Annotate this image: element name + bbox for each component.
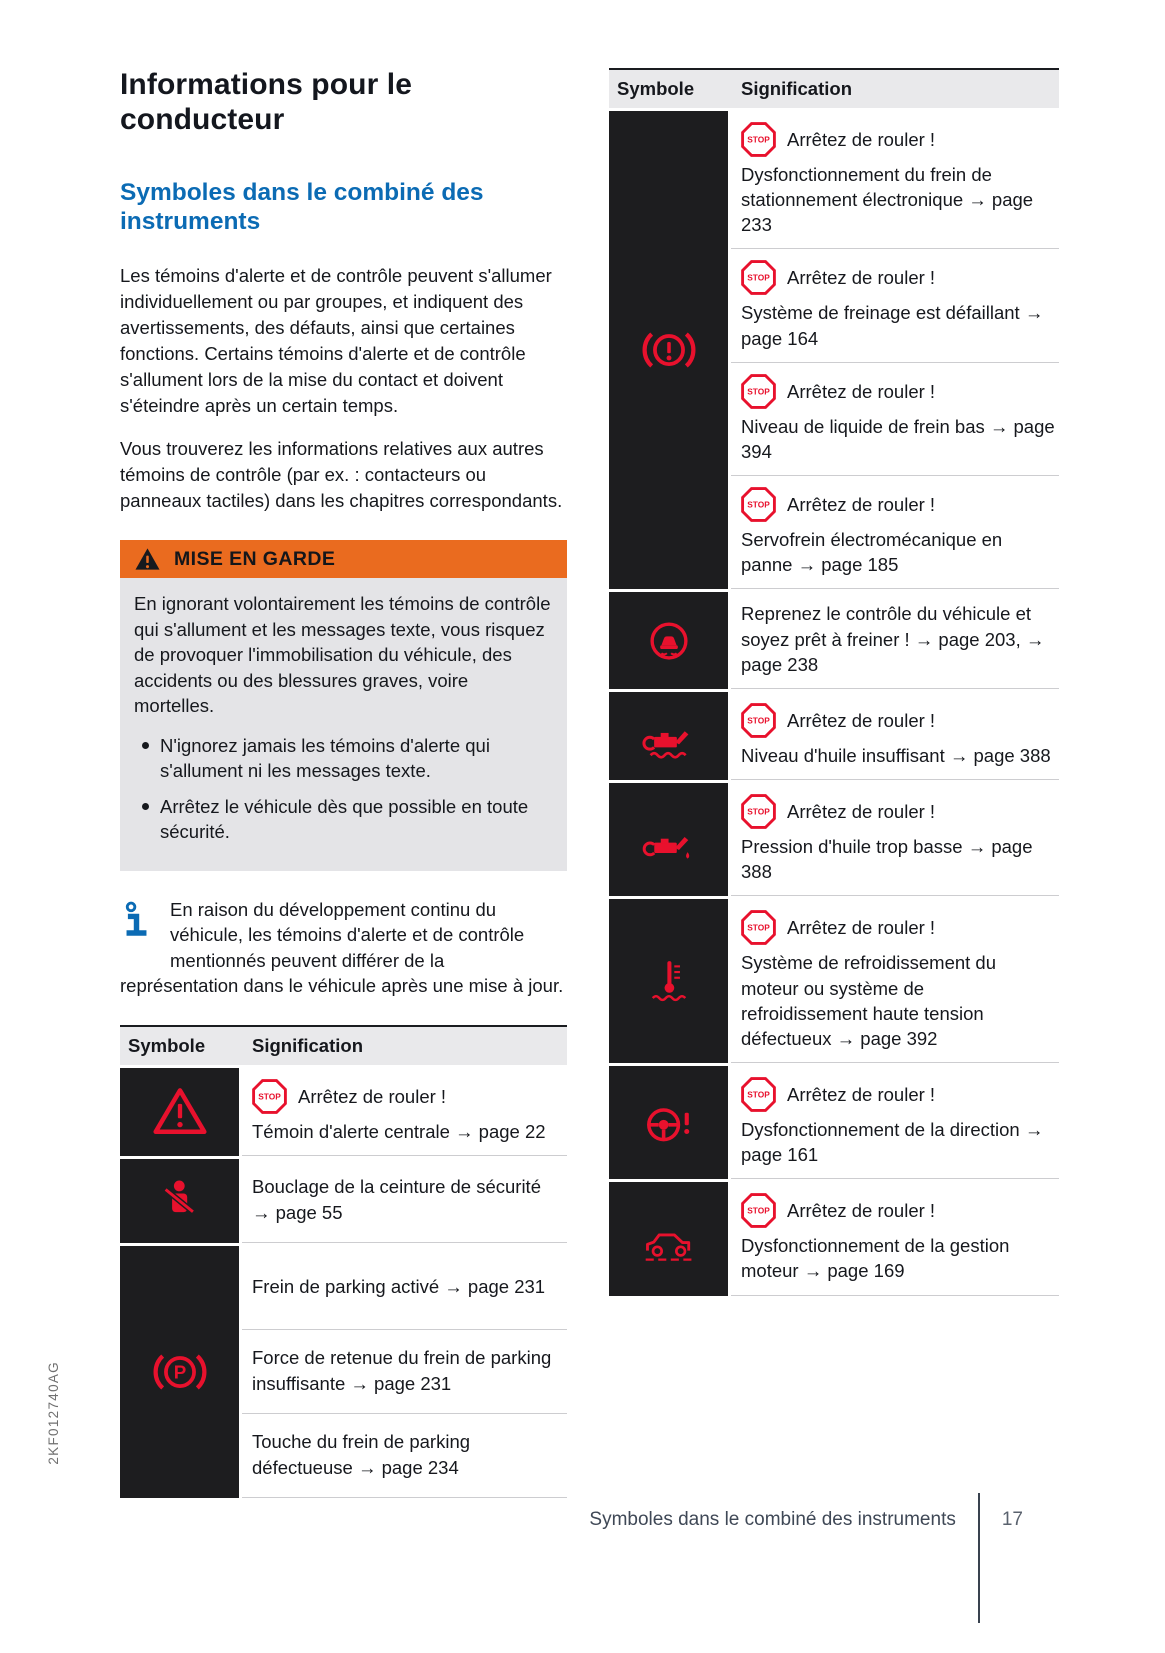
symbol-cell (609, 692, 731, 780)
brake-warning-icon (639, 320, 699, 380)
stop-sign-icon (741, 487, 776, 522)
meaning-entry (731, 476, 1059, 589)
meaning-entries (731, 592, 1059, 688)
meaning-entries (242, 1246, 567, 1498)
stop-sign-icon (741, 794, 776, 829)
meaning-entry (731, 592, 1059, 688)
meaning-entries (731, 1066, 1059, 1179)
svg-text:P: P (173, 1361, 186, 1383)
intro-paragraph-2: Vous trouverez les informations relatives aux autres témoins de contrôle (par ex. : contacteurs ou panneaux tactiles) dans les chapitres correspondants. (120, 438, 563, 512)
meaning-entry (731, 363, 1059, 476)
symbol-table-group (609, 111, 1059, 592)
table-header-row (120, 1027, 567, 1068)
meaning-text: Force de retenue du frein de parking insuffisante → page 231 (252, 1347, 552, 1394)
footer-section-title: Symboles dans le combiné des instruments (589, 1509, 956, 1530)
meaning-column-header: Signification (741, 78, 852, 99)
stop-advice (741, 122, 1055, 157)
warning-triangle-icon (134, 547, 161, 571)
stop-advice-label: Arrêtez de rouler ! (787, 380, 936, 402)
symbol-cell (609, 111, 731, 589)
page-title: Informations pour le conducteur (120, 68, 413, 136)
symbol-cell (120, 1068, 242, 1156)
steering-warning-icon (640, 1097, 698, 1149)
parking-brake-icon (150, 1342, 210, 1402)
stop-advice (741, 794, 1055, 829)
symbol-column-header: Symbole (617, 78, 695, 99)
meaning-entry (242, 1246, 567, 1330)
stop-sign-icon (741, 374, 776, 409)
meaning-entry (731, 1182, 1059, 1295)
symbol-column-header: Symbole (128, 1034, 206, 1056)
meaning-text: Touche du frein de parking défectueuse → page 234 (252, 1431, 471, 1478)
stop-advice-label: Arrêtez de rouler ! (787, 128, 936, 150)
stop-advice (741, 260, 1055, 295)
meaning-text: Système de refroidissement du moteur ou système de refroidissement haute tension défectueux → page 392 (741, 952, 997, 1049)
oil-pressure-icon (641, 814, 697, 866)
stop-sign-icon (741, 910, 776, 945)
svg-text:STOP: STOP (747, 1089, 770, 1100)
svg-text:STOP: STOP (747, 715, 770, 726)
svg-text:STOP: STOP (747, 273, 770, 284)
svg-text:STOP: STOP (747, 1205, 770, 1216)
seatbelt-icon (157, 1174, 203, 1228)
page-footer (589, 1493, 1023, 1623)
meaning-text: Système de freinage est défaillant → page 164 (741, 302, 1044, 349)
symbol-table-group (609, 592, 1059, 691)
symbol-table-right (609, 68, 1059, 1299)
meaning-text: Pression d'huile trop basse → page 388 (741, 836, 1033, 883)
meaning-entry (731, 1066, 1059, 1179)
warning-header (120, 540, 567, 578)
stop-advice-label: Arrêtez de rouler ! (298, 1085, 447, 1107)
footer-divider (978, 1493, 980, 1623)
stop-advice-label: Arrêtez de rouler ! (787, 800, 936, 822)
symbol-cell (609, 592, 731, 688)
svg-text:STOP: STOP (747, 134, 770, 145)
meaning-entry (242, 1414, 567, 1498)
svg-text:STOP: STOP (258, 1091, 281, 1102)
svg-text:STOP: STOP (747, 923, 770, 934)
info-icon (122, 900, 151, 948)
symbol-cell (609, 783, 731, 896)
stop-advice (741, 703, 1055, 738)
svg-text:STOP: STOP (747, 806, 770, 817)
stop-sign-icon (252, 1079, 287, 1114)
symbol-cell (609, 899, 731, 1063)
section-heading: Symboles dans le combiné des instruments (120, 178, 484, 236)
stop-sign-icon (741, 1193, 776, 1228)
info-note-text: En raison du développement continu du véhicule, les témoins d'alerte et de contrôle mentionnés peuvent différer de la représentation dans le véhicule après une mise à jour. (120, 898, 564, 997)
meaning-text: Servofrein électromécanique en panne → page 185 (741, 529, 1003, 576)
meaning-text: Reprenez le contrôle du véhicule et soyez prêt à freiner ! → page 203, → page 238 (741, 603, 1045, 675)
meaning-entries (242, 1159, 567, 1243)
document-code: 2KF012740AG (46, 1361, 61, 1465)
stop-advice (252, 1079, 563, 1114)
symbol-table-group (609, 1182, 1059, 1298)
warning-body (120, 578, 567, 871)
stop-advice (741, 374, 1055, 409)
meaning-entries (731, 692, 1059, 780)
stop-advice (741, 487, 1055, 522)
symbol-cell (120, 1246, 242, 1498)
meaning-text: Témoin d'alerte centrale → page 22 (252, 1120, 546, 1142)
coolant-temp-icon (643, 952, 695, 1010)
meaning-text: Niveau de liquide de frein bas → page 394 (741, 415, 1055, 462)
meaning-column-header: Signification (252, 1034, 363, 1056)
svg-text:STOP: STOP (747, 386, 770, 397)
symbol-table-group (609, 1066, 1059, 1182)
meaning-entry (242, 1159, 567, 1243)
stop-sign-icon (741, 1077, 776, 1112)
meaning-text: Frein de parking activé → page 231 (252, 1275, 546, 1297)
table-header-row (609, 70, 1059, 111)
meaning-entry (731, 249, 1059, 362)
stop-advice (741, 910, 1055, 945)
meaning-entry (731, 692, 1059, 780)
symbol-cell (120, 1159, 242, 1243)
engine-malfunction-icon (640, 1213, 698, 1265)
stop-advice-label: Arrêtez de rouler ! (787, 267, 936, 289)
stop-advice-label: Arrêtez de rouler ! (787, 917, 936, 939)
symbol-table-group (120, 1159, 567, 1246)
meaning-entries (731, 1182, 1059, 1295)
svg-text:STOP: STOP (747, 499, 770, 510)
central-warning-icon (151, 1085, 209, 1139)
stop-advice-label: Arrêtez de rouler ! (787, 709, 936, 731)
meaning-entries (731, 899, 1059, 1063)
stop-advice (741, 1193, 1055, 1228)
meaning-entries (242, 1068, 567, 1156)
stop-advice-label: Arrêtez de rouler ! (787, 1083, 936, 1105)
left-column (120, 68, 567, 1501)
meaning-text: Dysfonctionnement de la direction → page 161 (741, 1118, 1044, 1166)
stop-advice-label: Arrêtez de rouler ! (787, 494, 936, 516)
intro-paragraph-1: Les témoins d'alerte et de contrôle peuvent s'allumer individuellement ou par groupes, et indiquent des avertissements, des défauts, ainsi que certaines fonctions. Certains témoins d'alerte et de contrôle s'allument lors de la mise du contact et doivent s'éteindre après un certain temps. (120, 265, 552, 417)
meaning-entries (731, 111, 1059, 589)
warning-body-text: En ignorant volontairement les témoins de contrôle qui s'allument et les messages texte, vous risquez de provoquer l'immobilisation du véhicule, des accidents ou des blessures graves, voire mortelles. (134, 593, 551, 717)
meaning-entry (731, 899, 1059, 1063)
info-note (120, 897, 567, 999)
meaning-entry (731, 111, 1059, 249)
symbol-cell (609, 1182, 731, 1295)
meaning-entry (731, 783, 1059, 896)
symbol-table-group (120, 1246, 567, 1501)
warning-bullet: Arrêtez le véhicule dès que possible en toute sécurité. (134, 794, 553, 845)
meaning-text: Niveau d'huile insuffisant → page 388 (741, 744, 1051, 766)
meaning-text: Dysfonctionnement du frein de stationnement électronique → page 233 (741, 164, 1034, 236)
meaning-entries (731, 783, 1059, 896)
symbol-cell (609, 1066, 731, 1179)
meaning-text: Bouclage de la ceinture de sécurité → page 55 (252, 1176, 541, 1223)
page-number: 17 (1001, 1509, 1023, 1530)
warning-header-label: MISE EN GARDE (174, 547, 336, 570)
stop-advice-label: Arrêtez de rouler ! (787, 1200, 936, 1222)
stop-advice (741, 1077, 1055, 1112)
symbol-table-left (120, 1025, 567, 1501)
takeover-warning-icon (642, 614, 696, 668)
meaning-entry (242, 1330, 567, 1414)
stop-sign-icon (741, 122, 776, 157)
stop-sign-icon (741, 260, 776, 295)
meaning-entry (242, 1068, 567, 1156)
stop-sign-icon (741, 703, 776, 738)
symbol-table-group (120, 1068, 567, 1159)
warning-box (120, 540, 567, 871)
meaning-text: Dysfonctionnement de la gestion moteur → page 169 (741, 1235, 1010, 1282)
symbol-table-group (609, 899, 1059, 1066)
oil-level-icon (641, 708, 697, 764)
symbol-table-group (609, 783, 1059, 899)
right-column (609, 68, 1059, 1501)
warning-bullet-list (134, 733, 553, 845)
warning-bullet: N'ignorez jamais les témoins d'alerte qui s'allument ni les messages texte. (134, 733, 553, 784)
symbol-table-group (609, 692, 1059, 783)
